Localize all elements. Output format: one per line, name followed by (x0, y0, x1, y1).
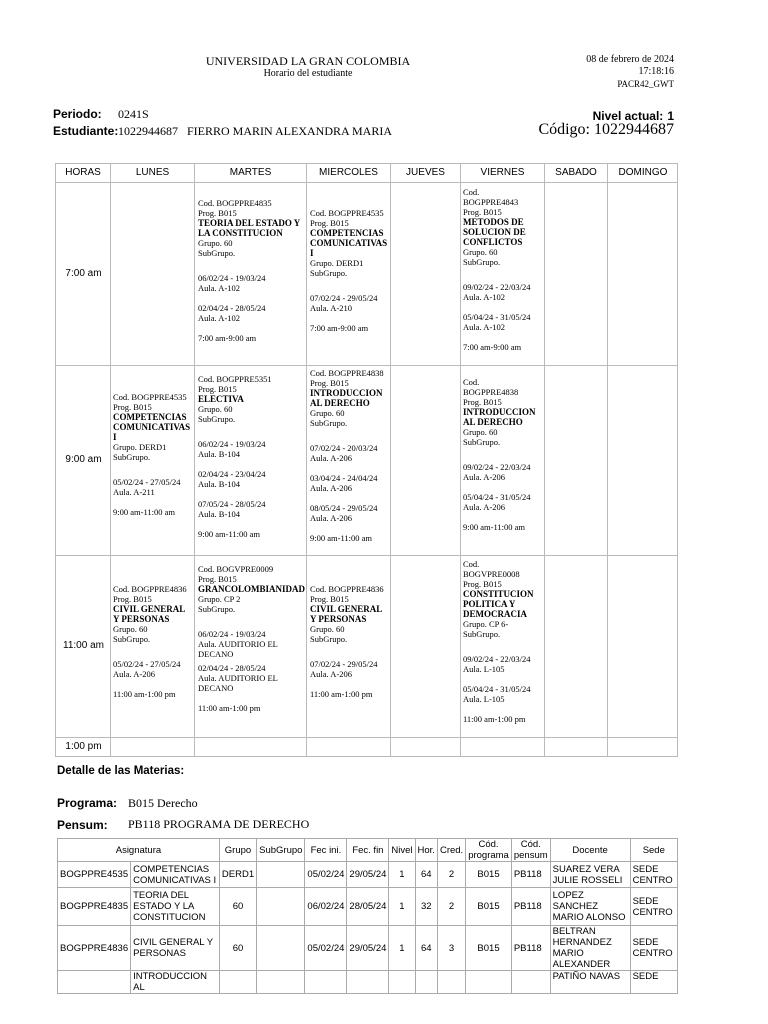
report-time: 17:18:16 (638, 66, 674, 77)
course-title: POLITICA Y (463, 599, 516, 609)
date-range: 05/04/24 - 31/05/24 (463, 312, 531, 322)
time-range: 9:00 am-11:00 am (310, 533, 373, 543)
codigo-value: 1022944687 (594, 121, 674, 138)
cell-hor: 64 (415, 862, 437, 888)
course-code: Cod. BOGPPRE4835 (198, 198, 272, 208)
grid-divider (194, 183, 195, 756)
classroom: Aula. A-102 (463, 292, 506, 302)
date-range: 06/02/24 - 19/03/24 (198, 273, 266, 283)
time-range: 11:00 am-1:00 pm (113, 689, 176, 699)
cell-sede: SEDE CENTRO (630, 888, 677, 926)
class-block[interactable] (310, 584, 390, 699)
col-sede: Sede (630, 839, 677, 862)
cell-cod-pensum (511, 971, 550, 994)
time-range: 9:00 am-11:00 am (198, 529, 261, 539)
cell-grupo: 60 (219, 888, 256, 926)
cell-codigo: BOGPPRE4836 (58, 926, 131, 971)
date-range: 07/02/24 - 29/05/24 (310, 293, 378, 303)
cell-cod-pensum: PB118 (511, 888, 550, 926)
cell-subgrupo (257, 971, 305, 994)
grid-divider (390, 183, 391, 756)
classroom: Aula. L-105 (463, 694, 505, 704)
classroom: Aula. A-102 (198, 313, 241, 323)
course-title: CIVIL GENERAL (310, 604, 383, 614)
date-range: 09/02/24 - 22/03/24 (463, 462, 531, 472)
cell-fec-fin: 29/05/24 (347, 926, 389, 971)
cell-fec-ini: 05/02/24 (305, 926, 347, 971)
course-code: Cod. BOGPPRE4836 (310, 584, 384, 594)
col-domingo: DOMINGO (608, 164, 678, 183)
col-viernes: VIERNES (461, 164, 545, 183)
group: Grupo. 60 (198, 404, 233, 414)
estudiante-label: Estudiante: (53, 124, 119, 138)
cell-grupo (219, 971, 256, 994)
cell-cod-programa: B015 (466, 888, 512, 926)
classroom: Aula. B-104 (198, 449, 241, 459)
cell-subgrupo (257, 888, 305, 926)
program-code: Prog. B015 (113, 402, 152, 412)
classroom: Aula. A-102 (463, 322, 506, 332)
programa-label: Programa: (57, 796, 118, 810)
cell-cred: 2 (437, 862, 465, 888)
report-subtitle: Horario del estudiante (263, 68, 353, 79)
subgroup: SubGrupo. (310, 634, 348, 644)
report-timestamp (520, 54, 674, 90)
programa-value: B015 Derecho (128, 796, 198, 810)
cell-fec-ini: 06/02/24 (305, 888, 347, 926)
cell-cod-programa: B015 (466, 862, 512, 888)
course-code: Cod. BOGPPRE4836 (113, 584, 187, 594)
codigo-label: Código: (538, 121, 590, 138)
class-block[interactable] (198, 374, 306, 539)
course-code: Cod. BOGPPRE4535 (310, 208, 384, 218)
table-row (58, 971, 678, 994)
subgroup: SubGrupo. (113, 634, 151, 644)
course-title: TEORIA DEL ESTADO Y (198, 218, 301, 228)
hour-label: 11:00 am (63, 640, 104, 651)
course-title: GRANCOLOMBIANIDAD (198, 584, 306, 594)
subjects-table (57, 838, 678, 994)
group: Grupo. 60 (113, 624, 148, 634)
course-title: AL DERECHO (463, 417, 523, 427)
grid-divider (56, 737, 677, 738)
subgroup: SubGrupo. (113, 452, 151, 462)
col-asignatura: Asignatura (58, 839, 220, 862)
cell-sede: SEDE CENTRO (630, 926, 677, 971)
group: Grupo. 60 (463, 247, 498, 257)
course-title: CONFLICTOS (463, 237, 523, 247)
classroom: Aula. A-206 (310, 453, 353, 463)
nivel-value: 1 (667, 109, 674, 123)
cell-docente: BELTRAN HERNANDEZ MARIO ALEXANDER (550, 926, 630, 971)
cell-cod-pensum: PB118 (511, 862, 550, 888)
course-title: AL DERECHO (310, 398, 370, 408)
course-code: Cod. (463, 377, 480, 387)
course-title: INTRODUCCION (463, 407, 536, 417)
course-code: Cod. BOGPPRE5351 (198, 374, 272, 384)
time-range: 11:00 am-1:00 pm (310, 689, 373, 699)
course-title: COMUNICATIVAS (113, 422, 191, 432)
course-title: DEMOCRACIA (463, 609, 527, 619)
group: Grupo. 60 (198, 238, 233, 248)
subgroup: SubGrupo. (463, 629, 501, 639)
classroom: Aula. B-104 (198, 479, 241, 489)
date-range: 08/05/24 - 29/05/24 (310, 503, 378, 513)
col-lunes: LUNES (111, 164, 195, 183)
date-range: 06/02/24 - 19/03/24 (198, 629, 266, 639)
schedule-grid (55, 163, 678, 757)
classroom: Aula. A-211 (113, 487, 155, 497)
cell-cred: 3 (437, 926, 465, 971)
classroom: Aula. A-206 (310, 669, 353, 679)
course-title: CONSTITUCION (463, 589, 534, 599)
course-title: COMPETENCIAS (310, 228, 384, 238)
cell-cod-pensum: PB118 (511, 926, 550, 971)
col-martes: MARTES (195, 164, 307, 183)
course-title: INTRODUCCION (310, 388, 383, 398)
cell-sede: SEDE (630, 971, 677, 994)
cell-sede: SEDE CENTRO (630, 862, 677, 888)
codigo (470, 121, 674, 139)
group: Grupo. 60 (310, 624, 345, 634)
program-code: Prog. B015 (310, 594, 349, 604)
classroom: Aula. L-105 (463, 664, 505, 674)
table-row (58, 888, 678, 926)
cell-fec-ini: 05/02/24 (305, 862, 347, 888)
classroom: Aula. A-206 (113, 669, 156, 679)
time-range: 7:00 am-9:00 am (463, 342, 522, 352)
program-code: Prog. B015 (463, 207, 502, 217)
cell-asignatura: INTRODUCCION AL (131, 971, 220, 994)
date-range: 02/04/24 - 28/05/24 (198, 663, 266, 673)
class-block[interactable] (463, 187, 543, 352)
cell-cod-programa (466, 971, 512, 994)
course-title: ELECTIVA (198, 394, 244, 404)
table-row (58, 862, 678, 888)
cell-grupo: DERD1 (219, 862, 256, 888)
class-block[interactable] (198, 198, 306, 343)
course-title: I (113, 432, 117, 442)
date-range: 07/05/24 - 28/05/24 (198, 499, 266, 509)
course-title: CIVIL GENERAL (113, 604, 186, 614)
date-range: 03/04/24 - 24/04/24 (310, 473, 378, 483)
group: Grupo. CP 6- (463, 619, 509, 629)
hour-label: 1:00 pm (65, 741, 102, 752)
course-title: Y PERSONAS (310, 614, 367, 624)
grid-divider (56, 555, 677, 556)
date-range: 02/04/24 - 23/04/24 (198, 469, 266, 479)
subgroup: SubGrupo. (310, 418, 348, 428)
classroom: Aula. A-206 (463, 502, 506, 512)
date-range: 07/02/24 - 20/03/24 (310, 443, 378, 453)
course-code: BOGPPRE4843 (463, 197, 519, 207)
periodo-value: 0241S (118, 107, 149, 121)
group: Grupo. 60 (310, 408, 345, 418)
cell-nivel: 1 (389, 926, 415, 971)
group: Grupo. CP 2 (198, 594, 241, 604)
course-title: COMPETENCIAS (113, 412, 187, 422)
cell-fec-fin: 29/05/24 (347, 862, 389, 888)
classroom: Aula. AUDITORIO EL (198, 639, 278, 649)
cell-nivel: 1 (389, 888, 415, 926)
course-title: COMUNICATIVAS (310, 238, 388, 248)
cell-docente: LOPEZ SANCHEZ MARIO ALONSO (550, 888, 630, 926)
cell-subgrupo (257, 862, 305, 888)
cell-codigo (58, 971, 131, 994)
cell-subgrupo (257, 926, 305, 971)
subgroup: SubGrupo. (198, 604, 236, 614)
subgroup: SubGrupo. (463, 257, 501, 267)
cell-hor (415, 971, 437, 994)
classroom: DECANO (198, 649, 234, 659)
cell-cred: 2 (437, 888, 465, 926)
cell-asignatura: COMPETENCIAS COMUNICATIVAS I (131, 862, 220, 888)
col-fec-fin: Fec. fin (347, 839, 389, 862)
grid-divider (544, 183, 545, 756)
time-range: 11:00 am-1:00 pm (463, 714, 526, 724)
class-block[interactable] (198, 564, 306, 713)
subgroup: SubGrupo. (463, 437, 501, 447)
course-code: Cod. (463, 559, 480, 569)
grid-divider (607, 183, 608, 756)
course-title: LA CONSTITUCION (198, 228, 283, 238)
col-cod-programa: Cód. programa (466, 839, 512, 862)
course-title: Y PERSONAS (113, 614, 170, 624)
classroom: Aula. A-206 (310, 513, 353, 523)
col-grupo: Grupo (219, 839, 256, 862)
date-range: 09/02/24 - 22/03/24 (463, 654, 531, 664)
date-range: 06/02/24 - 19/03/24 (198, 439, 266, 449)
program-code: Prog. B015 (198, 574, 237, 584)
col-subgrupo: SubGrupo (257, 839, 305, 862)
class-block[interactable] (463, 559, 543, 724)
cell-docente: SUAREZ VERA JULIE ROSSELI (550, 862, 630, 888)
cell-cod-programa: B015 (466, 926, 512, 971)
group: Grupo. DERD1 (310, 258, 364, 268)
class-block[interactable] (113, 584, 193, 699)
classroom: Aula. A-206 (310, 483, 353, 493)
col-horas: HORAS (56, 164, 111, 183)
program-code: Prog. B015 (463, 579, 502, 589)
university-title: UNIVERSIDAD LA GRAN COLOMBIA (205, 54, 411, 68)
pensum-label: Pensum: (57, 818, 108, 832)
cell-fec-ini (305, 971, 347, 994)
time-range: 7:00 am-9:00 am (198, 333, 257, 343)
course-code: BOGVPRE0008 (463, 569, 520, 579)
cell-docente: PATIÑO NAVAS (550, 971, 630, 994)
cell-nivel: 1 (389, 862, 415, 888)
cell-fec-fin: 28/05/24 (347, 888, 389, 926)
date-range: 07/02/24 - 29/05/24 (310, 659, 378, 669)
classroom: Aula. A-102 (198, 283, 241, 293)
course-code: Cod. BOGVPRE0009 (198, 564, 274, 574)
details-title: Detalle de las Materias: (57, 765, 185, 777)
nivel-label: Nivel actual: (592, 109, 664, 123)
program-code: Prog. B015 (198, 384, 237, 394)
program-code: Prog. B015 (310, 218, 349, 228)
cell-fec-fin (347, 971, 389, 994)
time-range: 9:00 am-11:00 am (463, 522, 526, 532)
program-code: Prog. B015 (463, 397, 502, 407)
class-block[interactable] (113, 392, 193, 517)
classroom: Aula. B-104 (198, 509, 241, 519)
grid-divider (56, 365, 677, 366)
classroom: Aula. A-210 (310, 303, 353, 313)
table-header-row (58, 839, 678, 862)
class-block[interactable] (463, 377, 543, 532)
course-code: Cod. (463, 187, 480, 197)
col-docente: Docente (550, 839, 630, 862)
course-title: I (310, 248, 314, 258)
classroom: Aula. AUDITORIO EL (198, 673, 278, 683)
classroom: DECANO (198, 683, 234, 693)
estudiante-value: 1022944687 FIERRO MARIN ALEXANDRA MARIA (118, 124, 393, 138)
cell-cred (437, 971, 465, 994)
subgroup: SubGrupo. (198, 414, 236, 424)
col-cred: Cred. (437, 839, 465, 862)
pensum-value: PB118 PROGRAMA DE DERECHO (128, 817, 310, 831)
date-range: 05/02/24 - 27/05/24 (113, 659, 181, 669)
cell-nivel (389, 971, 415, 994)
course-code: Cod. BOGPPRE4535 (113, 392, 187, 402)
subgroup: SubGrupo. (198, 248, 236, 258)
cell-codigo: BOGPPRE4535 (58, 862, 131, 888)
time-range: 9:00 am-11:00 am (113, 507, 176, 517)
cell-hor: 64 (415, 926, 437, 971)
date-range: 05/02/24 - 27/05/24 (113, 477, 181, 487)
cell-grupo: 60 (219, 926, 256, 971)
cell-asignatura: CIVIL GENERAL Y PERSONAS (131, 926, 220, 971)
date-range: 05/04/24 - 31/05/24 (463, 684, 531, 694)
periodo-label: Periodo: (53, 107, 102, 121)
date-range: 05/04/24 - 31/05/24 (463, 492, 531, 502)
time-range: 7:00 am-9:00 am (310, 323, 369, 333)
report-date: 08 de febrero de 2024 (586, 54, 674, 65)
group: Grupo. DERD1 (113, 442, 167, 452)
classroom: Aula. A-206 (463, 472, 506, 482)
col-jueves: JUEVES (391, 164, 461, 183)
col-nivel: Nivel (389, 839, 415, 862)
col-sabado: SABADO (545, 164, 608, 183)
col-cod-pensum: Cód. pensum (511, 839, 550, 862)
program-code: Prog. B015 (198, 208, 237, 218)
course-code: Cod. BOGPPRE4838 (310, 368, 384, 378)
program-code: Prog. B015 (113, 594, 152, 604)
hour-label: 7:00 am (65, 268, 102, 279)
course-title: SOLUCION DE (463, 227, 526, 237)
date-range: 09/02/24 - 22/03/24 (463, 282, 531, 292)
program-code: Prog. B015 (310, 378, 349, 388)
cell-hor: 32 (415, 888, 437, 926)
cell-asignatura: TEORIA DEL ESTADO Y LA CONSTITUCION (131, 888, 220, 926)
group: Grupo. 60 (463, 427, 498, 437)
grid-divider (460, 183, 461, 756)
course-title: METODOS DE (463, 217, 524, 227)
date-range: 02/04/24 - 28/05/24 (198, 303, 266, 313)
table-row (58, 926, 678, 971)
report-code: PACR42_GWT (617, 79, 674, 89)
class-block[interactable] (310, 208, 390, 333)
col-hor: Hor. (415, 839, 437, 862)
col-miercoles: MIERCOLES (307, 164, 391, 183)
class-block[interactable] (310, 368, 390, 543)
hour-label: 9:00 am (65, 454, 102, 465)
col-fec-ini: Fec ini. (305, 839, 347, 862)
subgroup: SubGrupo. (310, 268, 348, 278)
cell-codigo: BOGPPRE4835 (58, 888, 131, 926)
time-range: 11:00 am-1:00 pm (198, 703, 261, 713)
course-code: BOGPPRE4838 (463, 387, 519, 397)
grid-divider (306, 183, 307, 756)
